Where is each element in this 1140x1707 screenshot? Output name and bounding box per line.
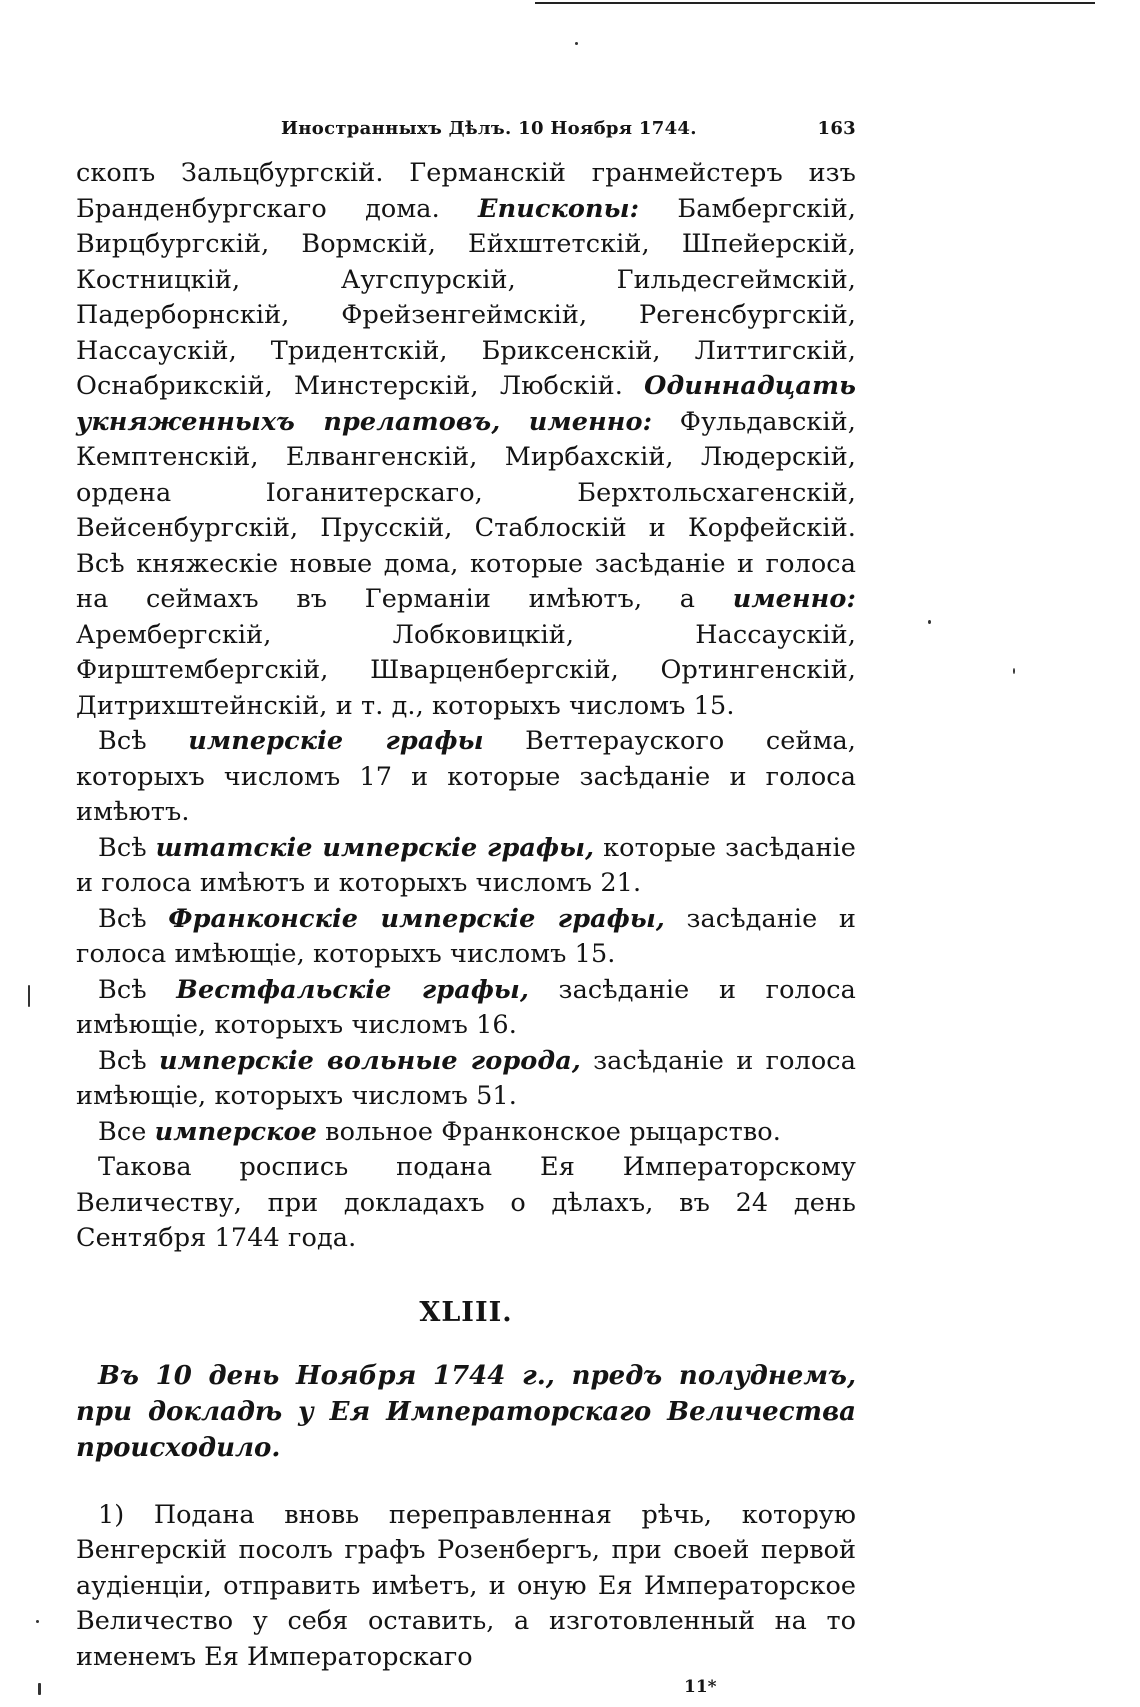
text-segment: которые засѣданіе и голоса имѣютъ и которыхъ числомъ 21. [76, 832, 857, 898]
paragraph-1 [76, 156, 856, 724]
text-segment-italic: имперскіе графы [188, 726, 484, 756]
text-segment-italic: именно: [732, 584, 856, 614]
signature-mark-text: 11* [684, 1677, 717, 1697]
text-segment-italic: Вестфальскіе графы, [176, 974, 529, 1005]
text-segment: Бамбергскій, Вирцбургскій, Вормскій, Ейхштетскій, Шпейерскій, Костницкій, Аугспурскій, Гильдесгеймскій, Падерборнскій, Фрейзенгеймскій, Регенсбургскій, Нассаускій, Тридентскій, Бриксенскій, Литтигскій, Оснабрикскій, Минстерскій, Любскій. [76, 193, 856, 401]
top-rule [535, 2, 1095, 4]
scan-speck [28, 985, 30, 1007]
text-segment: Фульдавскій, Кемптенскій, Елвангенскій, Мирбахскій, Людерскій, ордена Іоганитерскаго, Берхтольсхагенскій, Вейсенбургскій, Прусскій, Стаблоскій и Корфейскій. Всѣ княжескіе новые дома, которые засѣданіе и голоса на сеймахъ въ Германіи имѣютъ, а [76, 406, 856, 614]
text-segment-italic: Епископы: [478, 193, 640, 224]
paragraph-8 [76, 1150, 856, 1257]
text-segment-italic: имперское [154, 1116, 317, 1147]
text-segment: Всѣ [98, 832, 156, 863]
signature-mark [76, 1675, 856, 1705]
text-segment: Всѣ [98, 1045, 159, 1076]
scan-speck [38, 1683, 41, 1695]
body-text [76, 156, 856, 1257]
text-segment-italic: штатскіе имперскіе графы, [155, 832, 595, 863]
paragraph-2 [76, 724, 856, 831]
paragraph-5 [76, 973, 856, 1044]
text-segment: засѣданіе и голоса имѣющіе, которыхъ числомъ 15. [76, 903, 856, 969]
text-segment: Такова роспись подана Ея Императорскому Величеству, при докладахъ о дѣлахъ, въ 24 день Сентября 1744 года. [76, 1152, 856, 1253]
text-segment-italic: Одиннадцать укняженныхъ прелатовъ, именно: [76, 371, 856, 437]
text-segment: Веттерауского сейма, которыхъ числомъ 17 и которые засѣданіе и голоса имѣютъ. [76, 726, 857, 827]
text-segment: засѣданіе и голоса имѣющіе, которыхъ числомъ 51. [76, 1045, 856, 1111]
page-header [76, 110, 856, 144]
text-segment: скопъ Зальцбургскій. Германскій гранмейстеръ изъ Бранденбургскаго дома. [76, 158, 856, 224]
text-segment: Все [98, 1116, 155, 1147]
scan-speck [36, 1620, 39, 1623]
section-number: XLIII. [419, 1296, 513, 1328]
scan-speck [575, 42, 578, 45]
page-number: 163 [817, 118, 856, 139]
section-title: Въ 10 день Ноября 1744 г., предъ полуднемъ, при докладѣ у Ея Императорскаго Величества происходило. [76, 1360, 856, 1463]
text-segment-italic: имперскіе вольные города, [159, 1045, 581, 1076]
text-segment: Всѣ [98, 726, 189, 756]
text-segment: засѣданіе и голоса имѣющіе, которыхъ числомъ 16. [76, 974, 856, 1040]
section-body: 1) Подана вновь переправленная рѣчь, которую Венгерскій посолъ графъ Розенбергъ, при своей первой аудіенціи, отправить имѣетъ, и оную Ея Императорское Величество у себя оставить, а изготовленный на то именемъ Ея Императорскаго [76, 1499, 856, 1672]
text-segment: Арембергскій, Лобковицкій, Нассаускій, Фирштембергскій, Шварценбергскій, Ортингенскій, Дитрихштейнскій, и т. д., которыхъ числомъ 15. [76, 619, 856, 721]
text-segment: Всѣ [98, 903, 169, 934]
scan-speck [1013, 668, 1015, 674]
text-segment: Всѣ [98, 974, 177, 1005]
paragraph-7 [76, 1115, 856, 1151]
running-head: Иностранныхъ Дѣлъ. 10 Ноября 1744. [281, 118, 697, 139]
paragraph-3 [76, 831, 856, 902]
paragraph-6 [76, 1044, 856, 1115]
book-page [76, 110, 856, 1705]
paragraph-4 [76, 902, 856, 973]
text-segment-italic: Франконскіе имперскіе графы, [168, 903, 665, 934]
scan-speck [928, 620, 931, 624]
text-segment: вольное Франконское рыцарство. [316, 1116, 781, 1147]
